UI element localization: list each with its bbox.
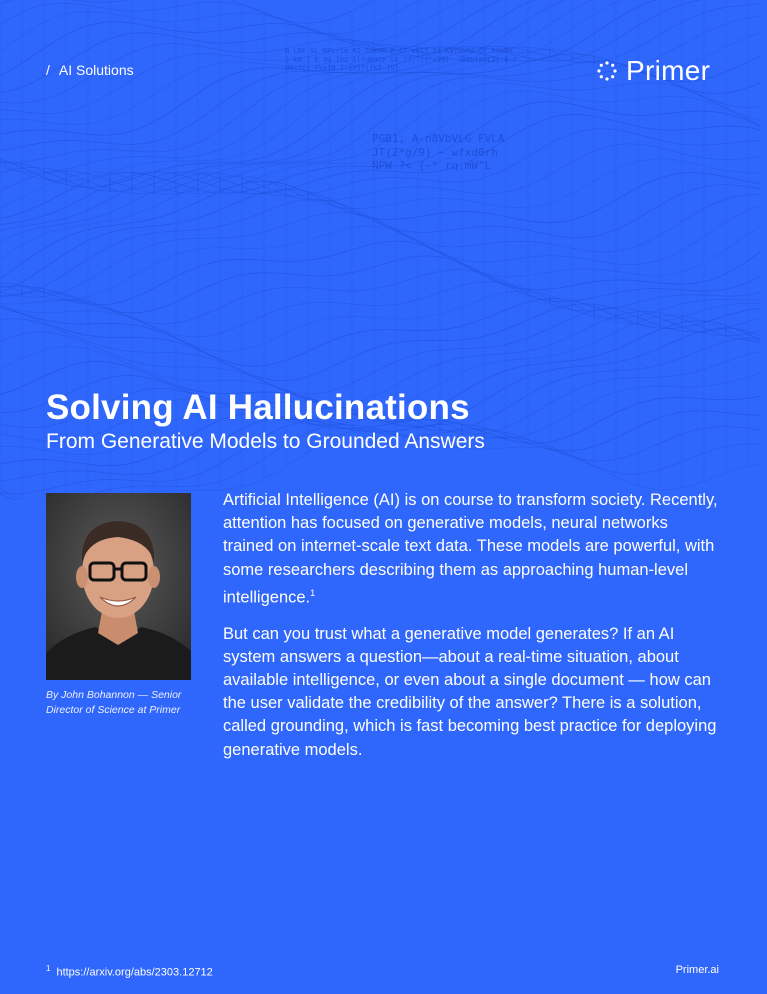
terrain-line [0,270,760,324]
site-link[interactable]: Primer.ai [675,964,719,976]
author-photo [46,493,191,680]
breadcrumb-label[interactable]: AI Solutions [58,62,134,78]
footnote [46,964,213,979]
logo-wordmark: Primer [626,55,711,86]
decorative-code-glyphs: PGB1, A-n8VbVLG FVLA JT(Z*g/9) ~_wfxd0rh NPW ?< {~* rq.mW"L [372,131,505,173]
terrain-line [0,173,760,279]
article-body [223,489,718,775]
primer-logo[interactable] [596,55,710,87]
page-subtitle: From Generative Models to Grounded Answers [46,430,485,453]
body-paragraph-1 [223,489,718,610]
decorative-code-glyphs-top: B LDF SL RPcrim RI ComTR R FT wkS5 I1 KNYhSRA Of 5GeRH... [ k8 ] E Xw [52_SlfdN9CF SK ??, (f^x2Q) ~W8bt89L3t 4 7 @4<7{{ +VaIR I"[7]f(fkI ]V] [285,46,526,73]
terrain-line [0,185,760,293]
terrain-line [0,282,760,337]
page-title: Solving AI Hallucinations [46,388,470,427]
author-caption: By John Bohannon — Senior Director of Science at Primer [46,689,182,716]
terrain-line [0,195,760,297]
footnote-mark: 1 [46,964,51,973]
breadcrumb-separator: / [46,62,50,78]
dot-grid-logo-icon [596,60,618,82]
terrain-line [0,241,760,305]
breadcrumb[interactable] [46,62,134,78]
footnote-link[interactable]: https://arxiv.org/abs/2303.12712 [56,966,213,979]
terrain-line [0,0,760,34]
footnote-reference[interactable]: 1 [310,587,316,598]
body-paragraph-1-text: Artificial Intelligence (AI) is on course to transform society. Recently, attention has focused on generative models, neural networks trained on internet-scale text data. These models are powerful, with some researchers describing them as approaching human-level intelligence. [223,491,718,607]
body-paragraph-2: But can you trust what a generative model generates? If an AI system answers a question—about a real-time situation, about available intelligence, or even about a single document — how can the user validate the credibility of the answer? There is a solution, called grounding, which is fast becoming best practice for deploying generative models. [223,624,717,759]
terrain-line [0,299,760,367]
